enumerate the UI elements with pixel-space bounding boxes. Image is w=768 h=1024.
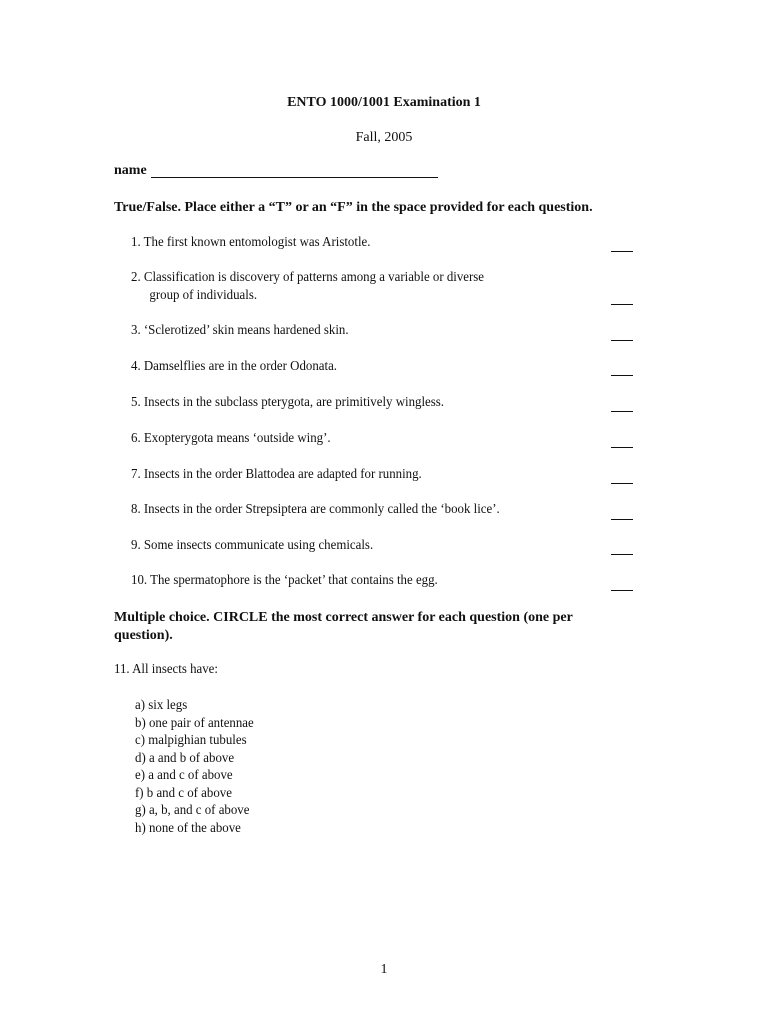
tf-question-4: 4. Damselflies are in the order Odonata. [131, 359, 338, 374]
student-name-field [114, 163, 438, 179]
multiple-choice-heading: Multiple choice. CIRCLE the most correct answer for each question (one per question). [114, 610, 573, 643]
page-number: 1 [380, 962, 388, 977]
tf-answer-blank-7 [611, 482, 633, 484]
tf-question-2 [131, 269, 536, 305]
tf-question-2-continuation: group of individuals. [149, 288, 258, 303]
mc-option[interactable]: b) one pair of antennae [135, 715, 254, 731]
mc-option[interactable]: e) a and c of above [135, 768, 233, 783]
student-name-line [151, 163, 438, 178]
tf-question-1: 1. The first known entomologist was Aristotle. [131, 235, 371, 250]
mc-option[interactable]: f) b and c of above [135, 785, 232, 801]
exam-title: ENTO 1000/1001 Examination 1 [287, 95, 481, 110]
tf-question-8: 8. Insects in the order Strepsiptera are commonly called the ‘book lice’. [131, 502, 500, 517]
mc-question-11-options [135, 697, 254, 837]
mc-option[interactable]: a) six legs [135, 698, 188, 713]
true-false-heading: True/False. Place either a “T” or an “F” in the space provided for each question. [114, 200, 593, 215]
tf-answer-blank-4 [611, 374, 633, 376]
exam-term: Fall, 2005 [355, 130, 413, 145]
mc-option[interactable]: c) malpighian tubules [135, 733, 247, 748]
tf-question-10: 10. The spermatophore is the ‘packet’ that contains the egg. [131, 573, 438, 588]
tf-answer-blank-5 [611, 410, 633, 412]
tf-answer-blank-2 [611, 303, 633, 305]
tf-answer-blank-1 [611, 250, 633, 252]
tf-answer-blank-9 [611, 553, 633, 555]
mc-option[interactable]: h) none of the above [135, 820, 241, 836]
tf-question-3: 3. ‘Sclerotized’ skin means hardened skin. [131, 323, 349, 338]
tf-question-9: 9. Some insects communicate using chemicals. [131, 538, 374, 553]
tf-question-6: 6. Exopterygota means ‘outside wing’. [131, 431, 331, 446]
mc-option[interactable]: d) a and b of above [135, 750, 235, 766]
tf-answer-blank-6 [611, 446, 633, 448]
tf-answer-blank-8 [611, 518, 633, 520]
tf-answer-blank-3 [611, 339, 633, 341]
mc-question-11: 11. All insects have: [114, 662, 218, 677]
tf-question-5: 5. Insects in the subclass pterygota, are primitively wingless. [131, 395, 445, 410]
tf-question-2-text: 2. Classification is discovery of patterns among a variable or diverse [131, 270, 485, 285]
tf-question-7: 7. Insects in the order Blattodea are adapted for running. [131, 467, 422, 482]
student-name-label: name [114, 163, 147, 178]
mc-option[interactable]: g) a, b, and c of above [135, 803, 250, 818]
tf-answer-blank-10 [611, 589, 633, 591]
